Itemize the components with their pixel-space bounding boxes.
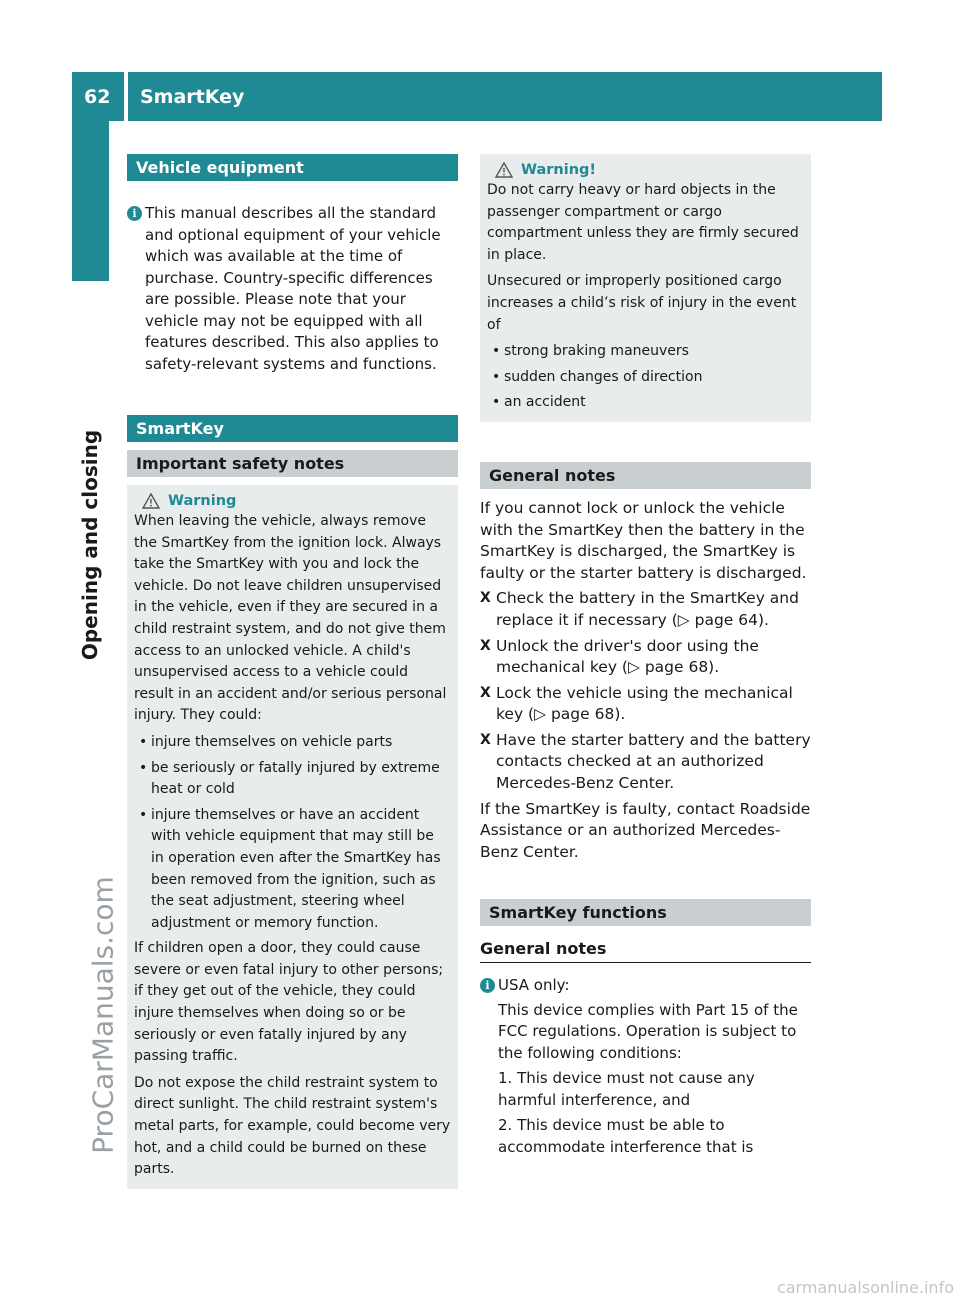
list-item-text: sudden changes of direction bbox=[504, 368, 703, 385]
warning-paragraph: When leaving the vehicle, always remove the SmartKey from the ignition lock. Always take the SmartKey with you and lock the vehicle. Do not leave children unsupervised in the vehicle, even if they are secured in a child restraint system, and do not give them access to an unlocked vehicle. A child's unsupervised access to a vehicle could result in an accident and/or serious personal injury. They could: bbox=[134, 513, 447, 724]
condition-1: 1. This device must not cause any harmful interference, and bbox=[498, 1069, 755, 1109]
chapter-tab bbox=[72, 121, 109, 281]
vehicle-equipment-heading: Vehicle equipment bbox=[127, 154, 458, 181]
warning-heading bbox=[487, 160, 804, 180]
general-notes-subheading: General notes bbox=[480, 938, 811, 963]
smartkey-heading: SmartKey bbox=[127, 415, 458, 442]
step-text: Check the battery in the SmartKey and replace it if necessary (▷ page 64). bbox=[496, 589, 799, 629]
list-item-text: an accident bbox=[504, 394, 586, 411]
warning-title: Warning! bbox=[521, 162, 597, 178]
condition-2: 2. This device must be able to accommodate interference that is bbox=[498, 1116, 754, 1156]
usa-info-text: This device complies with Part 15 of the FCC regulations. Operation is subject to the following conditions: bbox=[498, 1000, 798, 1062]
info-icon: i bbox=[480, 978, 495, 993]
list-item-text: strong braking maneuvers bbox=[504, 343, 689, 360]
warning-box bbox=[480, 154, 811, 422]
vehicle-equipment-text: This manual describes all the standard and optional equipment of your vehicle which was available at the time of purchase. Country-specific differences are possible. Please note that your vehicle may not be equipped with all features described. This also applies to safety-relevant systems and functions. bbox=[145, 204, 441, 373]
step-text: Unlock the driver's door using the mechanical key (▷ page 68). bbox=[496, 636, 759, 677]
warning-heading bbox=[134, 491, 451, 511]
step-text: Have the starter battery and the battery contacts checked at an authorized Mercedes-Benz Center. bbox=[496, 730, 811, 793]
general-notes-intro: If you cannot lock or unlock the vehicle with the SmartKey then the battery in the SmartKey is discharged, the SmartKey is faulty or the starter battery is discharged. bbox=[480, 498, 807, 582]
page-number: 62 bbox=[84, 86, 111, 108]
list-item: • injure themselves or have an accident with vehicle equipment that may still be in operation even after the SmartKey has been removed from the ignition, such as the seat adjustment, steering wheel adjustment or memory function. bbox=[139, 806, 441, 931]
step-item bbox=[480, 588, 811, 631]
step-arrow-icon: X bbox=[480, 731, 491, 748]
step-item bbox=[480, 683, 811, 726]
warning-icon bbox=[142, 493, 160, 509]
vehicle-equipment-info bbox=[127, 203, 458, 375]
footer-watermark: carmanualsonline.info bbox=[776, 1278, 954, 1297]
warning-paragraph: Unsecured or improperly positioned cargo increases a child’s risk of injury in the event of bbox=[487, 273, 797, 333]
warning-box bbox=[127, 485, 458, 1189]
right-column bbox=[480, 154, 811, 1158]
warning-icon bbox=[495, 162, 513, 178]
left-column bbox=[127, 154, 458, 1189]
list-item: • sudden changes of direction bbox=[492, 368, 703, 385]
usa-info bbox=[480, 975, 811, 1158]
important-safety-heading: Important safety notes bbox=[127, 450, 458, 477]
step-item bbox=[480, 636, 811, 679]
header-divider bbox=[124, 72, 128, 121]
list-item: • strong braking maneuvers bbox=[492, 343, 689, 360]
warning-title: Warning bbox=[168, 493, 237, 509]
step-item bbox=[480, 730, 811, 795]
warning-paragraph: If children open a door, they could cause severe or even fatal injury to other persons; if they get out of the vehicle, they could injure themselves when doing so or be seriously or even fatally injured by any passing traffic. bbox=[134, 940, 444, 1065]
step-text: Lock the vehicle using the mechanical key (▷ page 68). bbox=[496, 683, 793, 724]
usa-info-title: USA only: bbox=[498, 976, 570, 995]
step-arrow-icon: X bbox=[480, 684, 491, 701]
list-item: • be seriously or fatally injured by extreme heat or cold bbox=[139, 759, 440, 798]
warning-paragraph: Do not carry heavy or hard objects in the passenger compartment or cargo compartment unless they are firmly secured in place. bbox=[487, 182, 799, 263]
side-watermark: ProCarManuals.com bbox=[86, 876, 120, 1154]
list-item-text: injure themselves on vehicle parts bbox=[151, 733, 393, 750]
info-icon: i bbox=[127, 206, 142, 221]
chapter-label: Opening and closing bbox=[78, 429, 102, 661]
general-notes-outro: If the SmartKey is faulty, contact Roadside Assistance or an authorized Mercedes-Benz Center. bbox=[480, 799, 811, 861]
list-item: • injure themselves on vehicle parts bbox=[139, 733, 393, 750]
warning-paragraph: Do not expose the child restraint system to direct sunlight. The child restraint system's metal parts, for example, could become very hot, and a child could be burned on these parts. bbox=[134, 1074, 451, 1178]
list-item-text: be seriously or fatally injured by extreme heat or cold bbox=[151, 759, 440, 798]
step-arrow-icon: X bbox=[480, 590, 491, 607]
general-notes-heading: General notes bbox=[480, 462, 811, 489]
list-item-text: injure themselves or have an accident with vehicle equipment that may still be in operation even after the SmartKey has been removed from the ignition, such as the seat adjustment, steering wheel adjustment or memory function. bbox=[151, 806, 441, 931]
header-title: SmartKey bbox=[140, 86, 245, 108]
list-item: • an accident bbox=[492, 394, 586, 411]
smartkey-functions-heading: SmartKey functions bbox=[480, 899, 811, 926]
step-arrow-icon: X bbox=[480, 637, 491, 654]
